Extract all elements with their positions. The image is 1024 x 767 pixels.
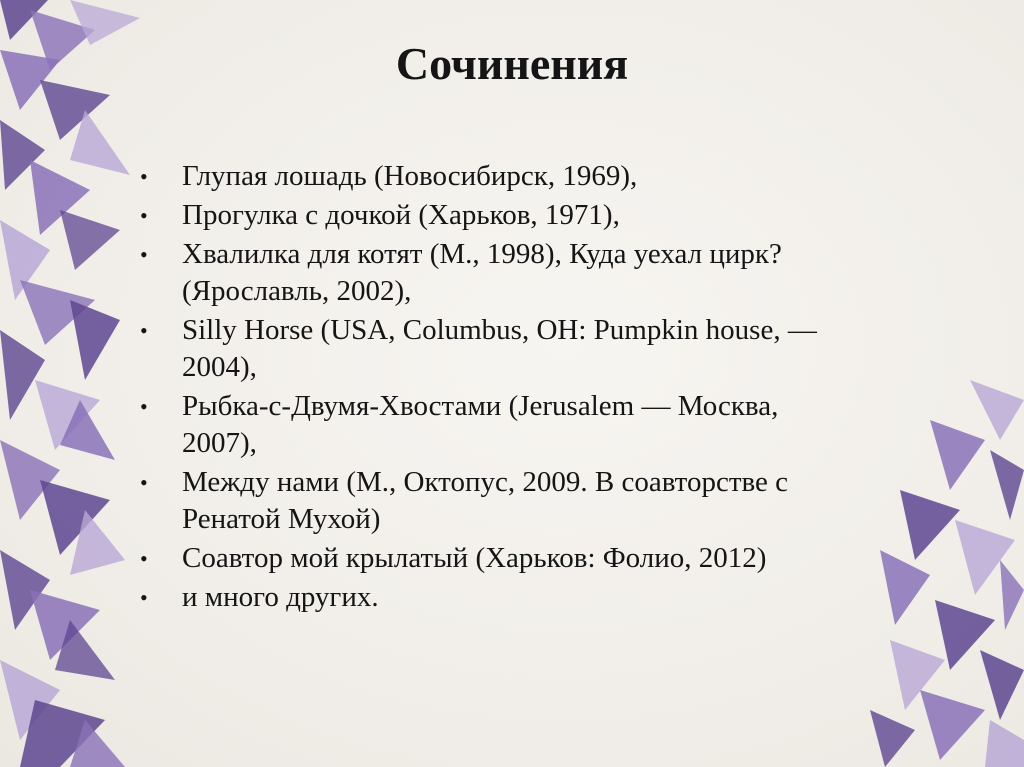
list-item-text: Глупая лошадь (Новосибирск, 1969),	[182, 160, 638, 192]
list-item-text: Рыбка-с-Двумя-Хвостами (Jerusalem — Москва, 2007),	[182, 390, 779, 459]
list-item	[140, 464, 840, 538]
bullet-icon: •	[140, 203, 148, 228]
list-item-text: Silly Horse (USA, Columbus, OH: Pumpkin house, — 2004),	[182, 314, 817, 383]
bullet-icon: •	[140, 164, 148, 189]
list-item	[140, 158, 840, 195]
list-item-text: и много других.	[182, 581, 379, 613]
list-item	[140, 579, 840, 616]
list-item	[140, 540, 840, 577]
bullet-icon: •	[140, 394, 148, 419]
left-border-triangles	[0, 0, 140, 767]
works-list	[140, 158, 840, 618]
bullet-icon: •	[140, 470, 148, 495]
list-item-text: Прогулка с дочкой (Харьков, 1971),	[182, 199, 620, 231]
right-border-triangles	[870, 380, 1024, 767]
list-item	[140, 312, 840, 386]
list-item-text: Соавтор мой крылатый (Харьков: Фолио, 2012)	[182, 542, 767, 574]
bullet-icon: •	[140, 318, 148, 343]
list-item	[140, 236, 840, 310]
bullet-icon: •	[140, 546, 148, 571]
bullet-icon: •	[140, 585, 148, 610]
bullet-icon: •	[140, 242, 148, 267]
slide-title: Сочинения	[395, 38, 629, 89]
list-item-text: Между нами (М., Октопус, 2009. В соавторстве с Ренатой Мухой)	[182, 466, 789, 535]
list-item-text: Хвалилка для котят (М., 1998), Куда уехал цирк? (Ярославль, 2002),	[182, 238, 782, 307]
list-item	[140, 197, 840, 234]
list-item	[140, 388, 840, 462]
